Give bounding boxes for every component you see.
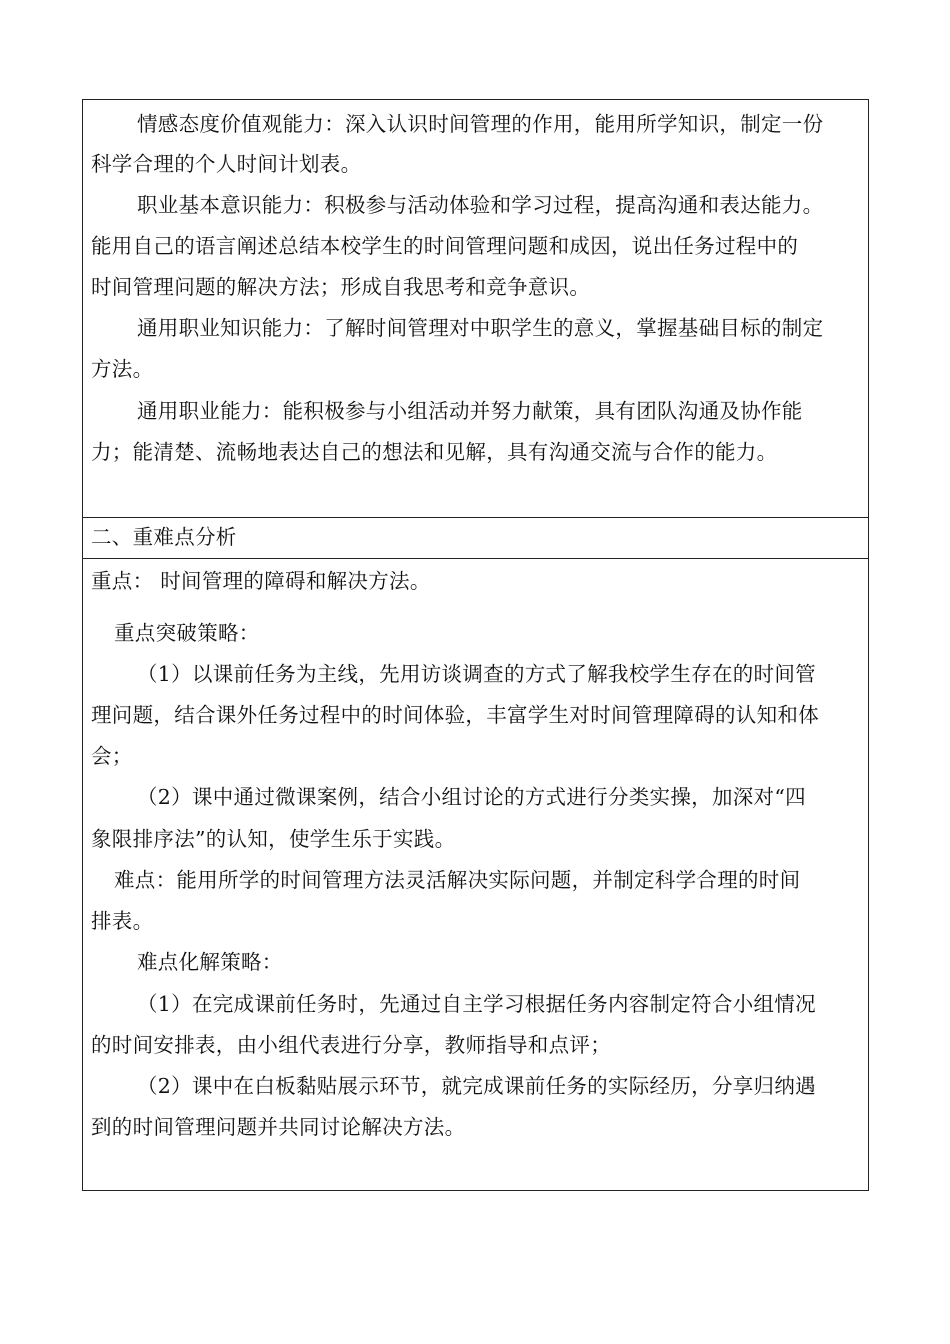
paragraph-line: （2）课中在白板黏贴展示环节，就完成课前任务的实际经历，分享归纳遇 (137, 1074, 816, 1098)
paragraph-line: 会； (91, 744, 133, 768)
paragraph-line: 能用自己的语言阐述总结本校学生的时间管理问题和成因，说出任务过程中的 (91, 234, 799, 258)
section-heading: 二、重难点分析 (91, 525, 237, 549)
paragraph-line: 科学合理的个人时间计划表。 (91, 152, 362, 176)
table-divider (83, 517, 868, 518)
paragraph-line: 的时间安排表，由小组代表进行分享，教师指导和点评； (91, 1033, 611, 1057)
paragraph-line: 力；能清楚、流畅地表达自己的想法和见解，具有沟通交流与合作的能力。 (91, 440, 778, 464)
paragraph-line: （1）在完成课前任务时，先通过自主学习根据任务内容制定符合小组情况 (137, 992, 816, 1016)
paragraph-line: 重点： 时间管理的障碍和解决方法。 (91, 569, 431, 593)
paragraph-line: 难点化解策略： (137, 950, 283, 974)
table-divider (83, 558, 868, 559)
paragraph-line: 方法。 (91, 357, 154, 381)
paragraph-line: 象限排序法”的认知，使学生乐于实践。 (91, 827, 456, 851)
paragraph-line: 通用职业能力：能积极参与小组活动并努力献策，具有团队沟通及协作能 (137, 399, 803, 423)
paragraph-line: 难点：能用所学的时间管理方法灵活解决实际问题，并制定科学合理的时间 (114, 868, 801, 892)
paragraph-line: 通用职业知识能力：了解时间管理对中职学生的意义，掌握基础目标的制定 (137, 316, 824, 340)
paragraph-line: 重点突破策略： (114, 621, 260, 645)
paragraph-line: 时间管理问题的解决方法；形成自我思考和竞争意识。 (91, 275, 591, 299)
paragraph-line: 排表。 (91, 909, 154, 933)
paragraph-line: 情感态度价值观能力：深入认识时间管理的作用，能用所学知识，制定一份 (137, 112, 824, 136)
paragraph-line: （2）课中通过微课案例，结合小组讨论的方式进行分类实操，加深对“四 (137, 785, 806, 809)
paragraph-line: 职业基本意识能力：积极参与活动体验和学习过程，提高沟通和表达能力。 (137, 193, 824, 217)
paragraph-line: 理问题，结合课外任务过程中的时间体验，丰富学生对时间管理障碍的认知和体 (91, 703, 819, 727)
paragraph-line: （1）以课前任务为主线，先用访谈调查的方式了解我校学生存在的时间管 (137, 662, 816, 686)
paragraph-line: 到的时间管理问题并共同讨论解决方法。 (91, 1115, 466, 1139)
